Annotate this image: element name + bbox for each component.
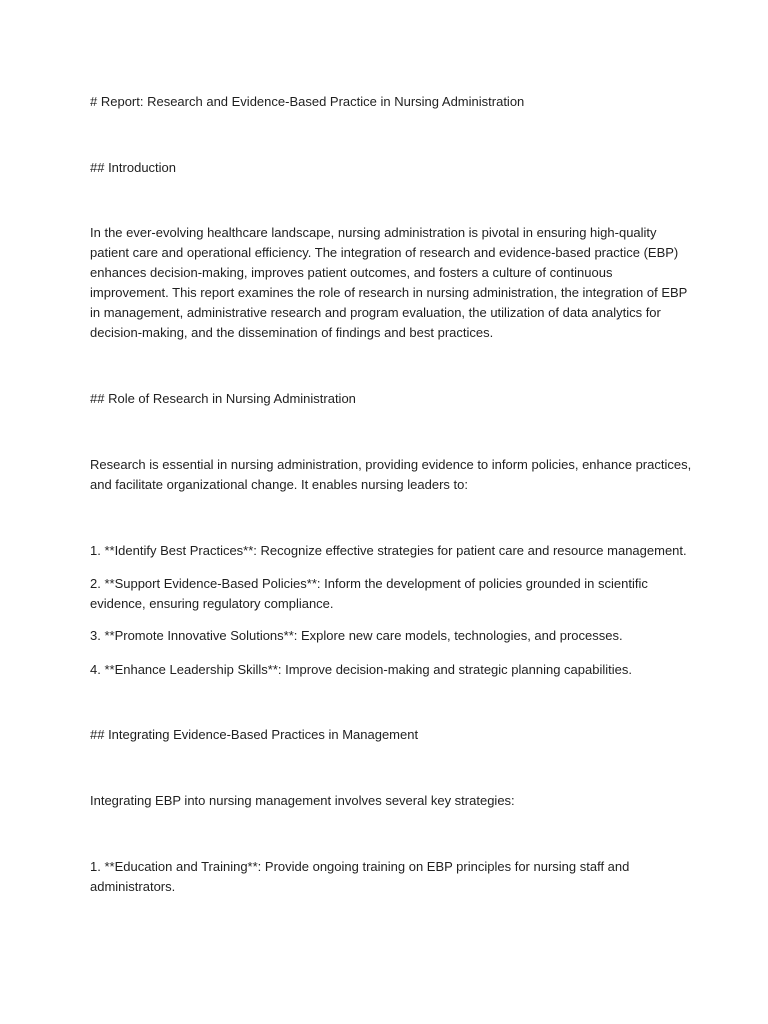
list-item-promote-innovative-solutions: 3. **Promote Innovative Solutions**: Explore new care models, technologies, and processes. <box>90 628 623 643</box>
document-title: # Report: Research and Evidence-Based Practice in Nursing Administration <box>90 94 525 109</box>
list-item-identify-best-practices: 1. **Identify Best Practices**: Recognize effective strategies for patient care and resource management. <box>90 543 687 558</box>
introduction-paragraph: In the ever-evolving healthcare landscape, nursing administration is pivotal in ensuring high-quality patient care and operational efficiency. The integration of research and evidence-based practice (EBP) enhances decision-making, improves patient outcomes, and fosters a culture of continuous improvement. This report examines the role of research in nursing administration, the integration of EBP in management, administrative research and program evaluation, the utilization of data analytics for decision-making, and the dissemination of findings and best practices. <box>90 225 688 340</box>
role-of-research-heading: ## Role of Research in Nursing Administration <box>90 391 356 406</box>
list-item-support-evidence-based-policies: 2. **Support Evidence-Based Policies**: Inform the development of policies grounded in scientific evidence, ensuring regulatory compliance. <box>90 576 648 611</box>
integrating-ebp-heading: ## Integrating Evidence-Based Practices in Management <box>90 727 419 742</box>
list-item-education-and-training: 1. **Education and Training**: Provide ongoing training on EBP principles for nursing staff and administrators. <box>90 859 630 894</box>
introduction-heading: ## Introduction <box>90 160 177 175</box>
role-of-research-paragraph: Research is essential in nursing administration, providing evidence to inform policies, enhance practices, and facilitate organizational change. It enables nursing leaders to: <box>90 457 692 492</box>
list-item-enhance-leadership-skills: 4. **Enhance Leadership Skills**: Improve decision-making and strategic planning capabilities. <box>90 662 632 677</box>
integrating-ebp-paragraph: Integrating EBP into nursing management involves several key strategies: <box>90 793 515 808</box>
